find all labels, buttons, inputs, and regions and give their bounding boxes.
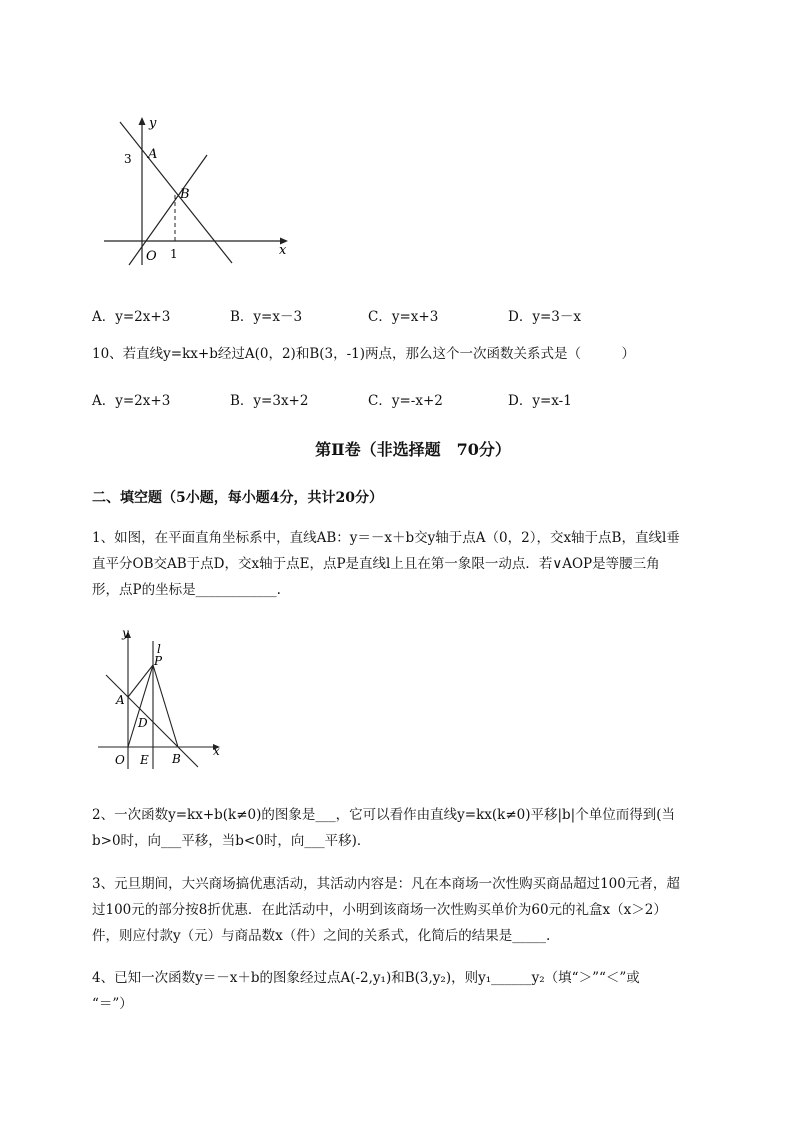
q3-line-3: 件，则应付款y（元）与商品数x（件）之间的关系式，化简后的结果是_____. [92,928,551,944]
q9-option-d[interactable]: D．y=3－x [508,309,581,325]
q10-option-d[interactable]: D．y=x-1 [508,393,572,409]
segment-ap [128,665,153,697]
q10-text: 10、若直线y=kx+b经过A(0，2)和B(3，-1)两点，那么这个一次函数关系式是（ ） [92,346,636,362]
q9-option-a[interactable]: A．y=2x+3 [92,309,171,325]
a-label: A [116,693,125,707]
point-b-label: B [180,187,190,202]
figure-2 [92,625,232,773]
q3-line-2: 过100元的部分按8折优惠．在此活动中，小明到该商场一次性购买单价为60元的礼盒x（x＞2） [92,902,667,918]
q4-text [92,965,732,1017]
q2-text [92,802,732,854]
q9-option-c[interactable]: C．y=x+3 [368,309,439,325]
y-axis-arrow [139,117,146,125]
figure-1 [96,110,296,270]
q10-option-c[interactable]: C．y=-x+2 [368,393,443,409]
q3-line-1: 3、元旦期间，大兴商场搞优惠活动，其活动内容是：凡在本商场一次性购买商品超过100元者，超 [92,876,680,892]
q9-option-b[interactable]: B．y=x－3 [230,309,303,325]
tick-1-label: 1 [170,247,178,261]
x-label: x [213,744,220,758]
b-label: B [172,752,181,766]
section-2-header: 二、填空题（5小题，每小题4分，共计20分） [92,490,383,506]
q10-option-a[interactable]: A．y=2x+3 [92,393,171,409]
q10-option-b[interactable]: B．y=3x+2 [230,393,309,409]
q4-line-2: “＝”） [92,996,133,1012]
tick-3-label: 3 [124,152,132,166]
point-a-label: A [148,147,158,162]
q9-options [92,305,732,325]
q1-line-3: 形，点P的坐标是____________. [92,582,281,598]
q1-line-2: 直平分OB交AB于点D，交x轴于点E，点P是直线l上且在第一象限一动点．若∨AOP是等腰三角 [92,556,660,572]
origin-label: O [146,249,157,264]
q1-line-1: 1、如图，在平面直角坐标系中，直线AB：y＝－x＋b交y轴于点A（0，2），交x轴于点B，直线l垂 [92,530,680,546]
e-label: E [140,753,149,767]
o-label: O [115,753,125,767]
q10-options [92,389,732,409]
y-label: y [149,116,157,131]
line-y-3-minus-x [120,122,232,263]
q2-line-1: 2、一次函数y=kx+b(k≠0)的图象是___，它可以看作由直线y=kx(k≠0)平移|b|个单位而得到(当 [92,807,675,823]
segment-op [128,665,153,747]
x-label: x [279,243,287,258]
q3-text [92,871,732,949]
q4-line-1: 4、已知一次函数y＝－x＋b的图象经过点A(-2,y₁)和B(3,y₂)，则y₁______y₂（填“＞”“＜”或 [92,970,640,986]
p-label: P [154,654,163,668]
section-title: 第Ⅱ卷（非选择题 70分） [315,440,511,459]
q2-line-2: b>0时，向___平移，当b<0时，向___平移)． [92,833,371,849]
q1-text [92,525,732,603]
y-label: y [122,626,129,640]
d-label: D [138,716,148,730]
l-label: l [157,642,161,656]
line-through-origin [129,155,207,265]
